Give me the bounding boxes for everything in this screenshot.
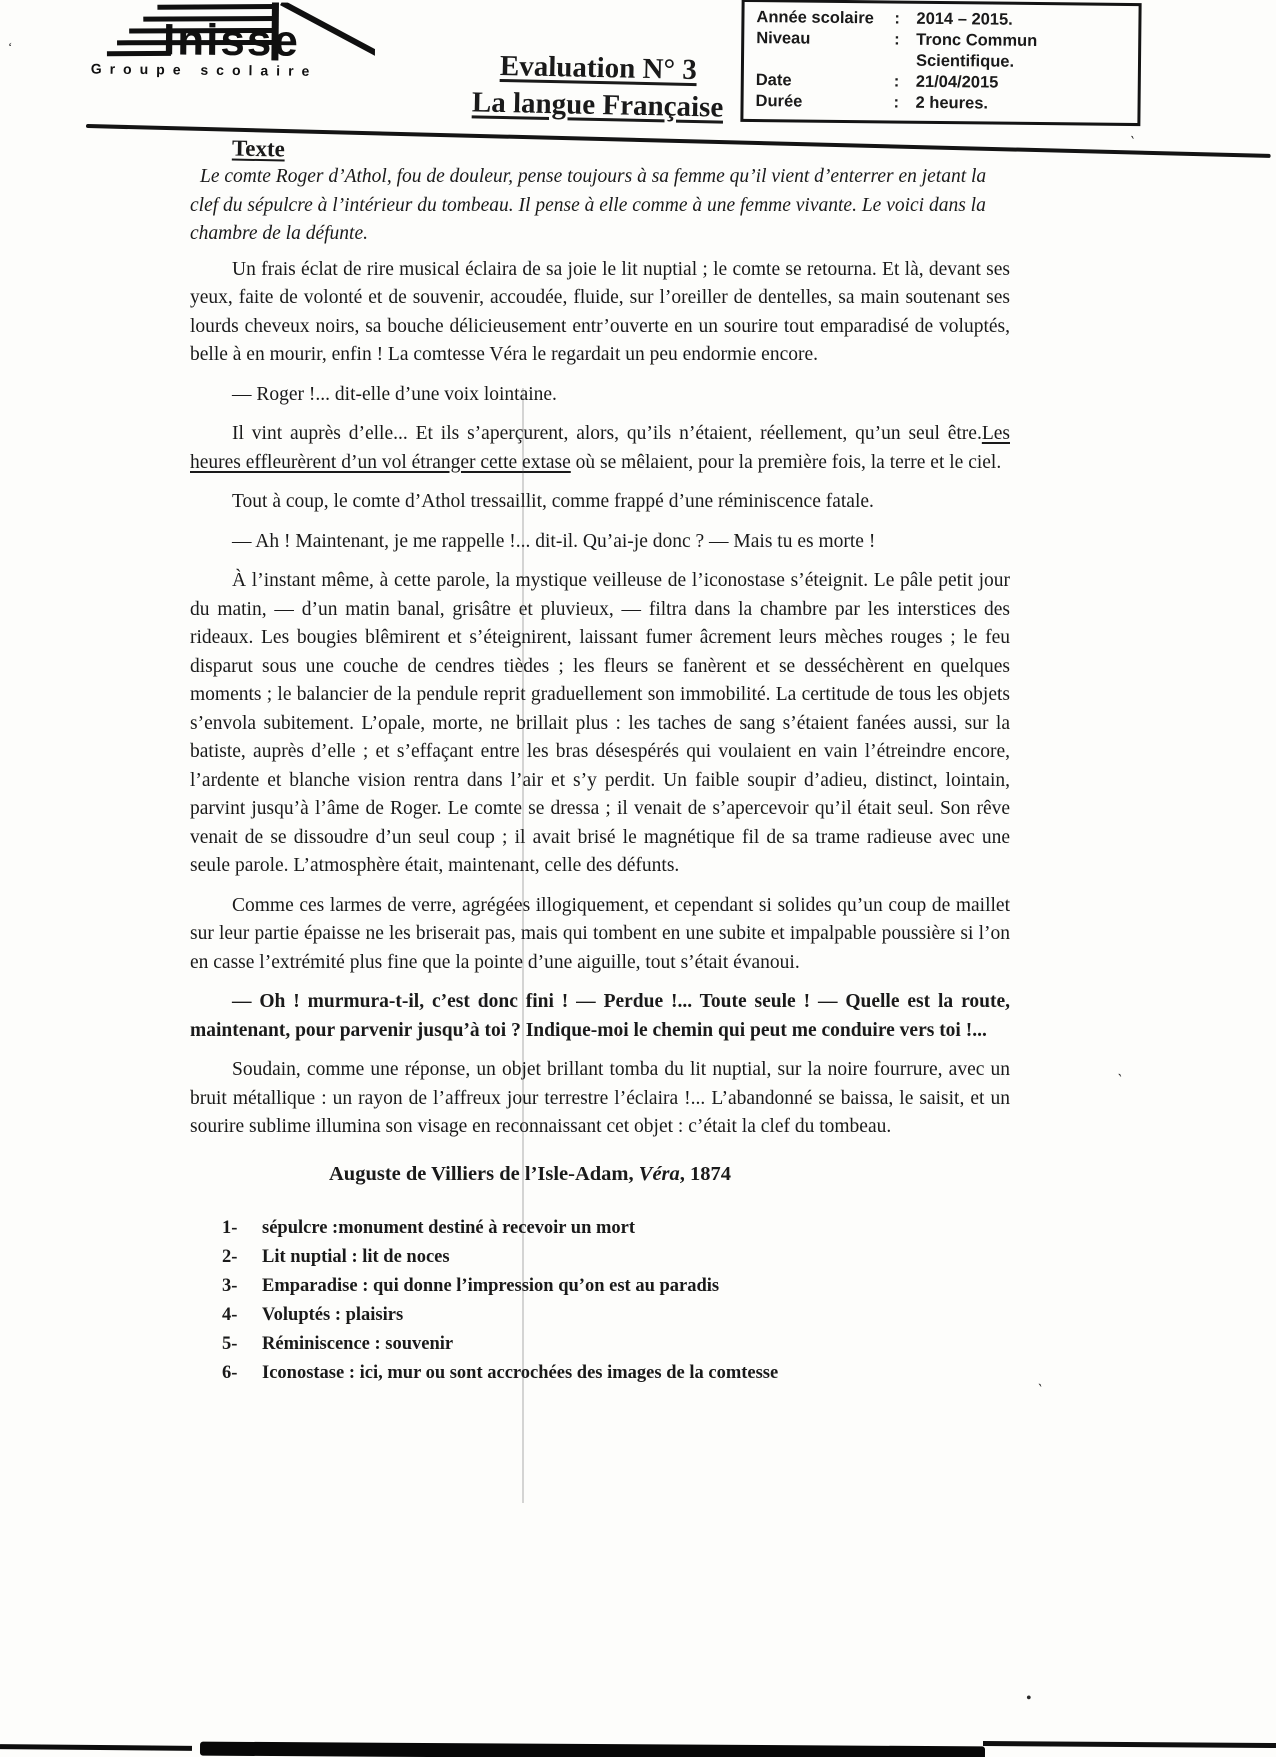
info-colon: : [893,72,900,91]
paragraph-6: À l’instant même, à cette parole, la mystique veilleuse de l’iconostase s’éteignit. Le pâle petit jour du matin, — d’un matin banal, grisâtre et pluvieux, — filtra dans la chambre par les interstices des rideaux. Les bougies blêmirent et s’éteignirent, laissant fumer âcrement leurs mèches rouges ; le feu disparut sous une couche de cendres tièdes ; les fleurs se fanèrent et se desséchèrent en quelques moments ; le balancier de la pendule reprit graduellement son immobilité. La certitude de tous les objets s’envola subitement. L’opale, morte, ne brillait plus : les taches de sang s’étaient fanées aussi, sur la batiste, auprès d’elle ; et s’effaçant entre les bras désespérés qui voulaient en vain l’étreindre encore, l’ardente et blanche vision rentra dans l’air et s’y perdit. Un faible soupir d’adieu, distinct, lointain, parvint jusqu’à l’âme de Roger. Le comte se dressa ; il venait de s’apercevoir qu’il était seul. Son rêve venait de se dissoudre d’un seul coup ; il avait brisé le magnétique fil de sa trame radieuse avec une seule parole. L’atmosphère était, maintenant, celle des défunts. [190,570,1010,876]
section-heading: Texte [231,135,286,162]
footnote-number: 1- [222,1218,238,1238]
info-colon: : [894,9,901,28]
info-value: 2 heures. [915,93,989,113]
info-row-duree [755,91,1127,116]
footnote-item [222,1359,1010,1388]
footnote-item [222,1301,1010,1330]
info-colon: : [894,30,900,49]
footnote-number: 4- [222,1305,238,1325]
text-body [190,163,1010,1388]
scan-edge-bar [200,1742,985,1757]
title-line-1: Evaluation N° 3 [499,49,698,87]
logo-name: Inisse [162,15,301,66]
paragraph-3 [190,420,1010,477]
school-logo [85,0,376,95]
info-label: Année scolaire [756,8,874,28]
footnote-item [222,1214,1010,1243]
footnote-text: Voluptés : plaisirs [262,1305,404,1325]
paragraph-3-after: où se mêlaient, pour la première fois, la terre et le ciel. [570,451,1002,473]
scan-speck: ` [1125,133,1136,152]
scan-speck: ` [1114,1071,1124,1090]
footnote-item [222,1243,1010,1272]
info-colon: : [893,93,900,112]
info-row-niveau [756,28,1128,74]
paper-fold-crease [522,388,524,1503]
footnote-text: Emparadise : qui donne l’impression qu’on est au paradis [262,1276,720,1296]
info-value: 21/04/2015 [915,72,999,92]
paragraph-4: Tout à coup, le comte d’Athol tressaillit, comme frappé d’une réminiscence fatale. [232,491,874,512]
paragraph-9: Soudain, comme une réponse, un objet brillant tomba du lit nuptial, sur la noire fourrure, avec un bruit métallique : un rayon de l’affreux jour terrestre l’éclaira !... L’abandonné se baissa, le saisit, et un sourire sublime illumina son visage en reconnaissant cet objet : c’était la clef du tombeau. [190,1059,1010,1137]
title-line-2: La langue Française [471,86,724,124]
paragraph-8-dialogue-bold: — Oh ! murmura-t-il, c’est donc fini ! — Perdue !... Toute seule ! — Quelle est la route, maintenant, pour parvenir jusqu’à toi ? Indique-moi le chemin qui peut me conduire vers toi !... [190,991,1010,1041]
scan-edge-bar [0,1744,192,1751]
info-label: Date [755,71,792,90]
footnote-number: 5- [222,1334,238,1354]
author-name: Auguste de Villiers de l’Isle-Adam, [328,1162,639,1185]
footnote-number: 3- [222,1276,238,1296]
footnote-item [222,1272,1010,1301]
logo-subtitle: Groupe scolaire [90,60,318,79]
work-title: Véra [638,1162,680,1185]
info-label: Niveau [756,29,811,48]
paragraph-7: Comme ces larmes de verre, agrégées illogiquement, et cependant si solides qu’un coup de maillet sur leur partie épaisse ne les briserait pas, mais qui tombent en une subite et impalpable poussière si l’on en casse l’extrémité plus fine que la pointe d’une aiguille, tout s’était évanoui. [190,894,1010,973]
footnotes-list [222,1214,1010,1388]
footnote-text: Iconostase : ici, mur ou sont accrochées des images de la comtesse [262,1363,779,1383]
page-title [442,47,753,127]
footnote-number: 6- [222,1363,238,1383]
paragraph-5-dialogue: — Ah ! Maintenant, je me rappelle !... dit-il. Qu’ai-je donc ? — Mais tu es morte ! [232,530,876,552]
intro-paragraph: Le comte Roger d’Athol, fou de douleur, pense toujours à sa femme qu’il vient d’enterrer en jetant la clef du sépulcre à l’intérieur du tombeau. Il pense à elle comme à une femme vivante. Le voici dans la chambre de la défunte. [190,166,987,244]
info-value: 2014 – 2015. [916,9,1013,29]
work-year: , 1874 [679,1162,732,1185]
scan-speck: • [1026,1690,1032,1707]
paragraph-3-underlined: Les heures effleurèrent d’un vol étranger cette extase [190,423,1010,473]
paragraph-3-before: Il vint auprès d’elle... Et ils s’aperçurent, alors, qu’ils n’étaient, réellement, qu’un seul être. [232,423,982,444]
paragraph-2-dialogue: — Roger !... dit-elle d’une voix lointaine. [232,383,557,405]
scan-speck: ` [1034,1381,1044,1400]
info-label: Durée [755,92,803,111]
footnote-number: 2- [222,1247,238,1267]
info-value: Tronc Commun Scientifique. [915,30,1038,71]
scan-speck: ‘ [8,39,13,54]
footnote-item [222,1330,1010,1359]
paragraph-1: Un frais éclat de rire musical éclaira de sa joie le lit nuptial ; le comte se retourna. Et là, devant ses yeux, faite de volonté et de souvenir, accoudée, fluide, sur l’oreiller de dentelles, sa main soutenant ses lourds cheveux noirs, sa bouche délicieusement entr’ouverte en un sourire tout emparadisé de voluptés, belle à en mourir, enfin ! La comtesse Véra le regardait un peu endormie encore. [190,258,1010,365]
footnote-text: Lit nuptial : lit de noces [262,1247,450,1267]
footnote-text: sépulcre :monument destiné à recevoir un mort [262,1218,636,1238]
scan-edge-bar [983,1741,1276,1748]
exam-info-box [740,0,1141,126]
footnote-text: Réminiscence : souvenir [262,1334,454,1354]
author-attribution [120,1160,940,1189]
